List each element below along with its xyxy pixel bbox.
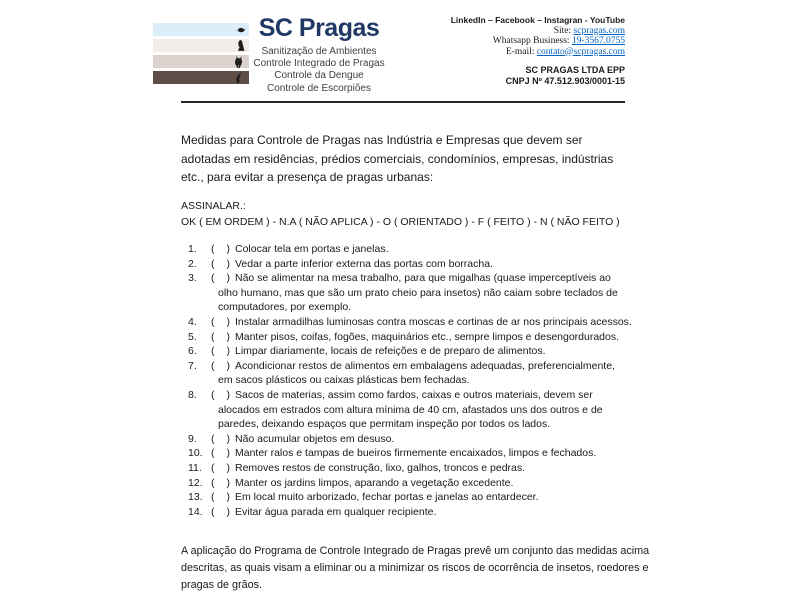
company-name: SC PRAGAS LTDA EPP bbox=[525, 65, 625, 75]
item-line bbox=[211, 505, 632, 520]
whatsapp-label: Whatsapp Business: bbox=[492, 36, 570, 46]
marking-legend: OK ( EM ORDEM ) - N.A ( NÃO APLICA ) - O ( ORIENTADO ) - F ( FEITO ) - N ( NÃO FEITO ) bbox=[181, 216, 620, 228]
logo-taglines bbox=[246, 46, 392, 95]
checkbox-parens: ( ) bbox=[211, 432, 230, 445]
item-number: 9. bbox=[188, 432, 197, 445]
item-number: 1. bbox=[188, 243, 197, 255]
item-number: 11. bbox=[188, 461, 202, 474]
company-logo bbox=[153, 23, 249, 87]
item-text: Manter ralos e tampas de bueiros firmemente encaixados, limpos e fechados. bbox=[235, 447, 597, 460]
item-line bbox=[211, 388, 632, 403]
checklist-item bbox=[181, 271, 632, 315]
item-line: em sacos plásticos ou caixas plásticas bem fechadas. bbox=[218, 374, 470, 387]
item-text: Limpar diariamente, locais de refeições e de preparo de alimentos. bbox=[235, 345, 546, 358]
rat-icon bbox=[231, 23, 247, 36]
item-number: 2. bbox=[188, 257, 197, 270]
intro-line: adotadas em residências, prédios comerciais, condomínios, empresas, indústrias bbox=[181, 151, 614, 166]
item-line bbox=[211, 476, 632, 491]
item-line: alocados em estrados com altura mínima de 40 cm, afastados uns dos outros e de bbox=[218, 403, 603, 416]
item-line bbox=[211, 271, 632, 286]
checklist-item bbox=[181, 476, 632, 491]
item-number: 5. bbox=[188, 330, 197, 343]
checklist-item bbox=[181, 315, 632, 330]
closing-line: A aplicação do Programa de Controle Integrado de Pragas prevê um conjunto das medidas acima bbox=[181, 545, 650, 557]
item-text: Evitar água parada em qualquer recipiente. bbox=[235, 505, 437, 518]
item-line: olho humano, mas que são um prato cheio para insetos) não caiam sobre teclados de bbox=[218, 286, 618, 299]
checkbox-parens: ( ) bbox=[211, 243, 230, 255]
item-line bbox=[211, 490, 632, 505]
checkbox-parens: ( ) bbox=[211, 461, 230, 474]
email-label: E-mail: bbox=[505, 46, 535, 57]
checklist-item bbox=[181, 344, 632, 359]
logo-text-block bbox=[246, 13, 392, 95]
item-line bbox=[211, 461, 632, 476]
intro-line: Medidas para Controle de Pragas nas Indústria e Empresas que devem ser bbox=[181, 133, 583, 147]
checkbox-parens: ( ) bbox=[211, 505, 230, 518]
checklist-item bbox=[181, 490, 632, 505]
item-number: 3. bbox=[188, 272, 197, 285]
checklist-item bbox=[181, 432, 632, 447]
logo-stripe bbox=[153, 71, 249, 84]
checklist-item bbox=[181, 359, 632, 388]
item-number: 4. bbox=[188, 315, 197, 328]
checkbox-parens: ( ) bbox=[211, 476, 230, 489]
checkbox-parens: ( ) bbox=[211, 315, 230, 328]
item-text: Em local muito arborizado, fechar portas e janelas ao entardecer. bbox=[235, 491, 539, 504]
whatsapp-row bbox=[451, 36, 625, 47]
closing-paragraph bbox=[181, 543, 649, 594]
item-number: 10. bbox=[188, 447, 203, 460]
checkbox-parens: ( ) bbox=[211, 388, 230, 401]
email-link[interactable]: contato@scpragas.com bbox=[536, 46, 625, 57]
logo-stripe bbox=[153, 39, 249, 52]
item-line bbox=[211, 242, 632, 257]
company-cnpj: CNPJ Nº 47.512.903/0001-15 bbox=[505, 75, 625, 86]
checklist-item bbox=[181, 461, 632, 476]
checklist-item bbox=[181, 257, 632, 272]
item-text: Sacos de materias, assim como fardos, caixas e outros materiais, devem ser bbox=[235, 388, 593, 401]
item-number: 6. bbox=[188, 345, 197, 358]
item-line bbox=[211, 315, 632, 330]
item-text: Vedar a parte inferior externa das portas com borracha. bbox=[235, 257, 493, 270]
closing-line: descritas, as quais visam a eliminar ou a minimizar os riscos de ocorrência de insetos, roedores e bbox=[181, 562, 649, 574]
item-text: Removes restos de construção, lixo, galhos, troncos e pedras. bbox=[235, 461, 526, 474]
pigeon-icon bbox=[231, 39, 247, 52]
item-number: 7. bbox=[188, 359, 197, 372]
mosquito-icon bbox=[231, 71, 247, 84]
closing-line: pragas de grãos. bbox=[181, 579, 263, 591]
item-line bbox=[211, 432, 632, 447]
checklist-item bbox=[181, 330, 632, 345]
item-line bbox=[211, 257, 632, 272]
item-number: 8. bbox=[188, 388, 197, 401]
item-number: 13. bbox=[188, 491, 203, 504]
item-line bbox=[211, 330, 632, 345]
item-text: Não acumular objetos em desuso. bbox=[235, 432, 395, 445]
item-line: computadores, por exemplo. bbox=[218, 301, 352, 314]
item-line bbox=[211, 344, 632, 359]
social-networks-line: LinkedIn – Facebook – Instagran - YouTube bbox=[450, 15, 625, 25]
item-text: Manter os jardins limpos, aparando a vegetação excedente. bbox=[235, 476, 514, 489]
whatsapp-link[interactable]: 19-3567.0755 bbox=[571, 36, 625, 46]
contact-block bbox=[451, 15, 625, 86]
logo-title: SC Pragas bbox=[258, 14, 380, 42]
item-line: paredes, deixando espaços que permitam inspeção por todos os lados. bbox=[218, 418, 551, 431]
tagline: Controle Integrado de Pragas bbox=[253, 58, 385, 70]
item-number: 12. bbox=[188, 476, 203, 489]
email-row bbox=[451, 47, 625, 58]
checkbox-parens: ( ) bbox=[211, 272, 230, 285]
checklist-item bbox=[181, 446, 632, 461]
tagline: Sanitização de Ambientes bbox=[261, 46, 377, 57]
checkbox-parens: ( ) bbox=[211, 359, 230, 372]
checkbox-parens: ( ) bbox=[211, 330, 230, 343]
checkbox-parens: ( ) bbox=[211, 491, 230, 504]
checklist bbox=[181, 242, 632, 519]
checkbox-parens: ( ) bbox=[211, 257, 230, 270]
checklist-item bbox=[181, 388, 632, 432]
intro-paragraph bbox=[181, 131, 613, 187]
assinalar-heading: ASSINALAR.: bbox=[181, 200, 246, 212]
item-text: Não se alimentar na mesa trabalho, para que migalhas (quase imperceptíveis ao bbox=[235, 272, 611, 285]
checklist-item bbox=[181, 505, 632, 520]
site-row bbox=[451, 26, 625, 37]
scorpion-icon bbox=[231, 55, 247, 68]
checklist-item bbox=[181, 242, 632, 257]
site-link[interactable]: scpragas.com bbox=[573, 25, 625, 36]
item-number: 14. bbox=[188, 505, 203, 518]
tagline: Controle da Dengue bbox=[274, 70, 364, 82]
logo-stripe bbox=[153, 55, 249, 68]
item-text: Manter pisos, coifas, fogões, maquinários etc., sempre limpos e desengordurados. bbox=[235, 330, 620, 343]
checkbox-parens: ( ) bbox=[211, 345, 230, 358]
header-divider bbox=[181, 101, 625, 103]
checkbox-parens: ( ) bbox=[211, 447, 230, 460]
item-text: Acondicionar restos de alimentos em embalagens adequadas, preferencialmente, bbox=[235, 359, 615, 372]
intro-line: etc., para evitar a presença de pragas urbanas: bbox=[181, 170, 434, 185]
logo-stripe bbox=[153, 23, 249, 36]
item-text: Colocar tela em portas e janelas. bbox=[235, 243, 389, 255]
item-line bbox=[211, 359, 632, 374]
tagline: Controle de Escorpiões bbox=[267, 82, 371, 94]
item-line bbox=[211, 446, 632, 461]
item-text: Instalar armadilhas luminosas contra moscas e cortinas de ar nos principais acessos. bbox=[235, 315, 632, 328]
site-label: Site: bbox=[553, 25, 572, 36]
